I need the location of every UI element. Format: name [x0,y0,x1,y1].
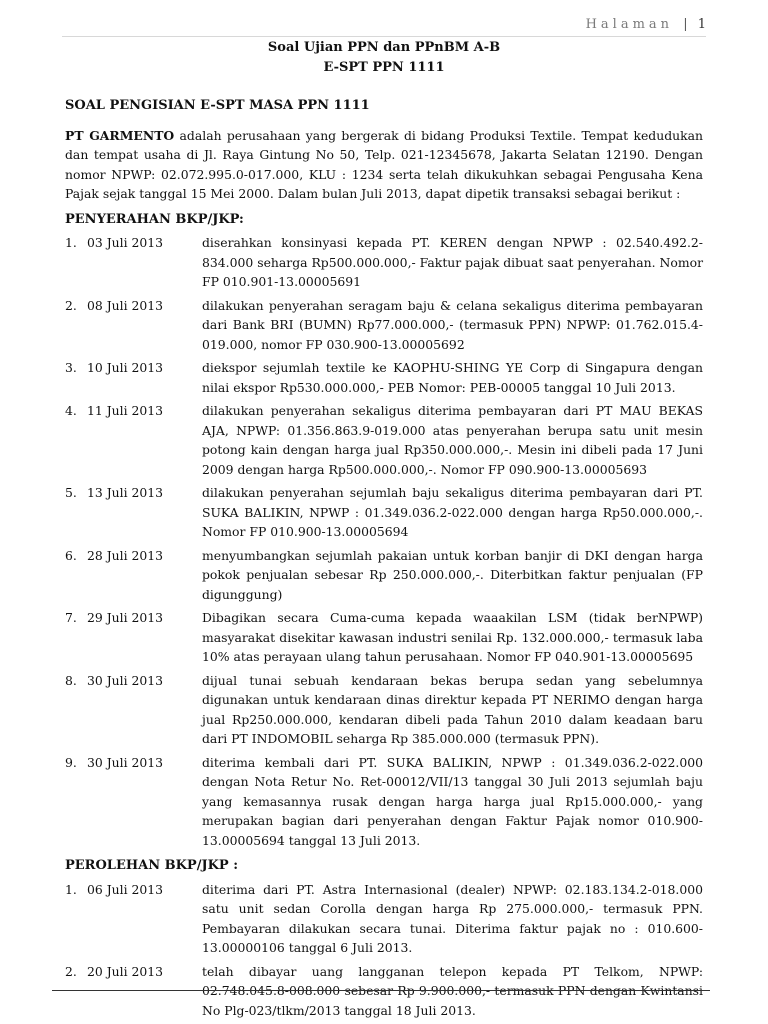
footer-divider [52,990,710,991]
item-description: telah dibayar uang langganan telepon kepada PT Telkom, NPWP: 02.748.045.8-008.000 sebesar Rp 9.900.000,- termasuk PPN dengan Kwintansi No Plg-023/tlkm/2013 tanggal 18 Juli 2013. [202,963,703,1018]
penyerahan-list [65,233,703,850]
item-date: 06 Juli 2013 [87,881,164,897]
list-item [65,671,703,749]
item-date: 11 Juli 2013 [87,403,164,418]
item-number: 2. [65,963,77,979]
item-description: diekspor sejumlah textile ke KAOPHU-SHING YE Corp di Singapura dengan nilai ekspor Rp530.000.000,- PEB Nomor: PEB-00005 tanggal 10 Juli 2013. [202,360,703,395]
list-item [65,880,703,958]
item-number: 6. [65,547,77,563]
item-number: 8. [65,672,77,688]
perolehan-heading: PEROLEHAN BKP/JKP : [65,858,238,873]
page-number: 1 [697,17,706,32]
item-date: 20 Juli 2013 [87,963,164,979]
list-item [65,358,703,397]
perolehan-list [65,880,703,1021]
item-number: 1. [65,235,77,250]
title-line-2: E-SPT PPN 1111 [323,60,445,75]
item-date: 13 Juli 2013 [87,485,164,500]
item-number: 5. [65,485,77,500]
list-item [65,233,703,292]
list-item [65,546,703,605]
page-label: Halaman [585,17,674,32]
item-description: diterima dari PT. Astra Internasional (dealer) NPWP: 02.183.134.2-018.000 satu unit sedan Corolla dengan harga Rp 275.000.000,- termasuk PPN. Pembayaran dilakukan secara tunai. Diterima faktur pajak no : 010.600-13.00000106 tanggal 6 Juli 2013. [202,881,703,955]
title-line-1: Soal Ujian PPN dan PPnBM A-B [267,40,501,55]
item-number: 2. [65,297,77,313]
item-description: diserahkan konsinyasi kepada PT. KEREN dengan NPWP : 02.540.492.2-834.000 seharga Rp500.000.000,- Faktur pajak dibuat saat penyerahan. Nomor FP 010.901-13.00005691 [202,235,703,289]
list-item [65,296,703,355]
item-description: dilakukan penyerahan sekaligus diterima pembayaran dari PT MAU BEKAS AJA, NPWP: 01.356.863.9-019.000 atas penyerahan berupa satu unit mesin potong kain dengan harga jual Rp350.000.000,-. Mesin ini dibeli pada 17 Juni 2009 dengan harga Rp500.000.000,-. Nomor FP 090.900-13.00005693 [202,403,703,477]
item-description: menyumbangkan sejumlah pakaian untuk korban banjir di DKI dengan harga pokok penjualan sebesar Rp 250.000.000,-. Diterbitkan faktur penjualan (FP digunggung) [202,547,703,602]
section-title: SOAL PENGISIAN E-SPT MASA PPN 1111 [65,98,370,113]
item-number: 4. [65,403,77,418]
intro-text: adalah perusahaan yang bergerak di bidang Produksi Textile. Tempat kedudukan dan tempat usaha di Jl. Raya Gintung No 50, Telp. 021-12345678, Jakarta Selatan 12190. Dengan nomor NPWP: 02.072.995.0-017.000, KLU : 1234 serta telah dikukuhkan sebagai Pengusaha Kena Pajak sejak tanggal 15 Mei 2000. Dalam bulan Juli 2013, dapat dipetik transaksi sebagai berikut : [65,127,703,201]
page-header [586,17,706,32]
penyerahan-heading: PENYERAHAN BKP/JKP: [65,211,244,227]
list-item [65,401,703,479]
item-description: dilakukan penyerahan seragam baju & celana sekaligus diterima pembayaran dari Bank BRI (BUMN) Rp77.000.000,- (termasuk PPN) NPWP: 01.762.015.4-019.000, nomor FP 030.900-13.00005692 [202,297,703,352]
item-date: 08 Juli 2013 [87,297,164,313]
header-divider [62,36,706,37]
item-date: 03 Juli 2013 [87,235,164,250]
item-number: 9. [65,754,77,770]
item-date: 30 Juli 2013 [87,754,164,770]
item-date: 29 Juli 2013 [87,610,164,625]
company-name: PT GARMENTO [65,127,175,143]
item-description: Dibagikan secara Cuma-cuma kepada waaakilan LSM (tidak berNPWP) masyarakat disekitar kawasan industri senilai Rp. 132.000.000,- termasuk laba 10% atas perayaan ulang tahun perusahaan. Nomor FP 040.901-13.00005695 [202,610,703,664]
item-date: 10 Juli 2013 [87,360,164,375]
intro-paragraph [65,126,703,204]
item-date: 28 Juli 2013 [87,547,164,563]
item-number: 3. [65,360,77,375]
item-description: diterima kembali dari PT. SUKA BALIKIN, NPWP : 01.349.036.2-022.000 dengan Nota Retur No. Ret-00012/VII/13 tanggal 30 Juli 2013 sejumlah baju yang kemasannya rusak dengan harga harga jual Rp15.000.000,- yang merupakan bagian dari penyerahan dengan Faktur Pajak nomor 010.900-13.00005694 tanggal 13 Juli 2013. [202,754,703,848]
item-description: dilakukan penyerahan sejumlah baju sekaligus diterima pembayaran dari PT. SUKA BALIKIN, NPWP : 01.349.036.2-022.000 dengan harga Rp50.000.000,-. Nomor FP 010.900-13.00005694 [202,485,703,539]
list-item [65,753,703,851]
item-number: 7. [65,610,77,625]
item-number: 1. [65,881,77,897]
item-date: 30 Juli 2013 [87,672,164,688]
document-title [0,38,768,78]
document-body [65,96,703,1024]
list-item [65,483,703,542]
page-separator: | [683,17,690,32]
item-description: dijual tunai sebuah kendaraan bekas berupa sedan yang sebelumnya digunakan untuk kendaraan dinas direktur kepada PT NERIMO dengan harga jual Rp250.000.000, kendaran dibeli pada Tahun 2010 dalam keadaan baru dari PT INDOMOBIL seharga Rp 385.000.000 (termasuk PPN). [202,672,703,746]
list-item [65,608,703,667]
